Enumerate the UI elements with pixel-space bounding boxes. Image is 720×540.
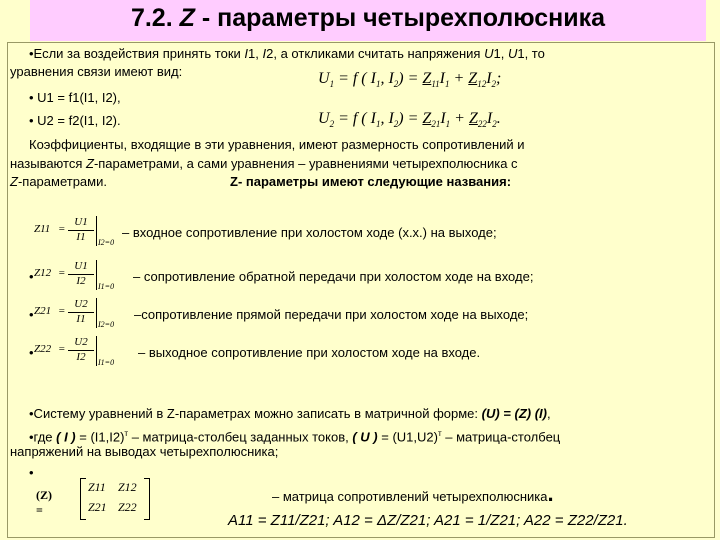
equation-u2: $U_2 = f$ ( $I_1$, $I_2) = Z_{21}I_1 + Z_{22}I_2$. [318, 110, 501, 130]
param-lhs: Z22 [34, 343, 52, 355]
title-text: - параметры четырехполюсника [201, 4, 606, 32]
param-denominator: I1 [76, 231, 86, 243]
intro-line-1: •Если за воздействия принять токи I1, I2, а откликами считать напряжения U1, U1, то [29, 46, 545, 61]
matrix-bullet: • [29, 465, 34, 480]
param-condition: I1=0 [98, 282, 115, 291]
coef-line-1: Коэффициенты, входящие в эти уравнения, имеют размерность сопротивлений и [29, 137, 525, 152]
param-denominator: I2 [76, 275, 86, 287]
param-numerator: U1 [74, 260, 88, 272]
param-numerator: U1 [74, 216, 88, 228]
matrix-cell-21: Z21 [88, 500, 107, 514]
param-condition: I1=0 [98, 358, 115, 367]
func-line-2: • U2 = f2(I1, I2). [29, 113, 121, 128]
matrix-cell-12: Z12 [118, 480, 137, 494]
param-bullet: • [29, 269, 34, 284]
param-denominator: I2 [76, 351, 86, 363]
title-bar [30, 0, 706, 41]
title-z: Z [179, 4, 195, 32]
matrix-left-bracket [80, 478, 86, 520]
matrix-form-line: •Систему уравнений в Z-параметрах можно записать в матричной форме: (U) = (Z) (I), [29, 406, 551, 421]
where-line-2: напряжений на выводах четырехполюсника; [10, 444, 279, 459]
param-numerator: U2 [74, 336, 88, 348]
param-description: – выходное сопротивление при холостом ходе на входе. [138, 345, 481, 360]
coef-line-2: называются Z-параметрами, а сами уравнения – уравнениями четырехполюсника с [10, 156, 518, 171]
param-lhs: Z21 [34, 305, 52, 317]
matrix-description: – матрица сопротивлений четырехполюсника. [272, 481, 554, 506]
names-heading: Z- параметры имеют следующие названия: [230, 174, 512, 189]
where-line-1: •где ( I ) = $(I1,I2)^т$ – матрица-столбец заданных токов, ( U ) = $(U1,U2)^т$ – матрица-столбец [29, 429, 561, 445]
title-number: 7.2. [130, 4, 173, 32]
param-description: – входное сопротивление при холостом ходе (х.х.) на выходе; [122, 225, 497, 240]
func-line-1: • U1 = f1(I1, I2), [29, 90, 121, 105]
param-lhs: Z11 [34, 223, 51, 235]
param-bullet: • [29, 307, 34, 322]
param-condition: I2=0 [98, 238, 115, 247]
param-denominator: I1 [76, 313, 86, 325]
a-parameter-relation: A11 = Z11/Z21; A12 = ΔZ/Z21; A21 = 1/Z21; A22 = Z22/Z21. [228, 512, 628, 529]
matrix-right-bracket [144, 478, 150, 520]
param-condition: I2=0 [98, 320, 115, 329]
param-lhs: Z12 [34, 267, 52, 279]
coef-line-3: Z-параметрами. [10, 174, 107, 189]
matrix-cell-22: Z22 [118, 500, 137, 514]
param-bullet: • [29, 345, 34, 360]
matrix-lhs: (Z) = [36, 488, 52, 517]
equation-u1: $U_1 = f$ ( $I_1$, $I_2) = Z_{11}I_1 + Z_{12}I_2$; [318, 70, 502, 90]
param-description: –сопротивление прямой передачи при холостом ходе на выходе; [134, 307, 529, 322]
matrix-cell-11: Z11 [88, 480, 106, 494]
page-title [30, 4, 706, 33]
param-description: – сопротивление обратной передачи при холостом ходе на входе; [133, 269, 534, 284]
param-numerator: U2 [74, 298, 88, 310]
intro-line-2: уравнения связи имеют вид: [10, 64, 183, 79]
